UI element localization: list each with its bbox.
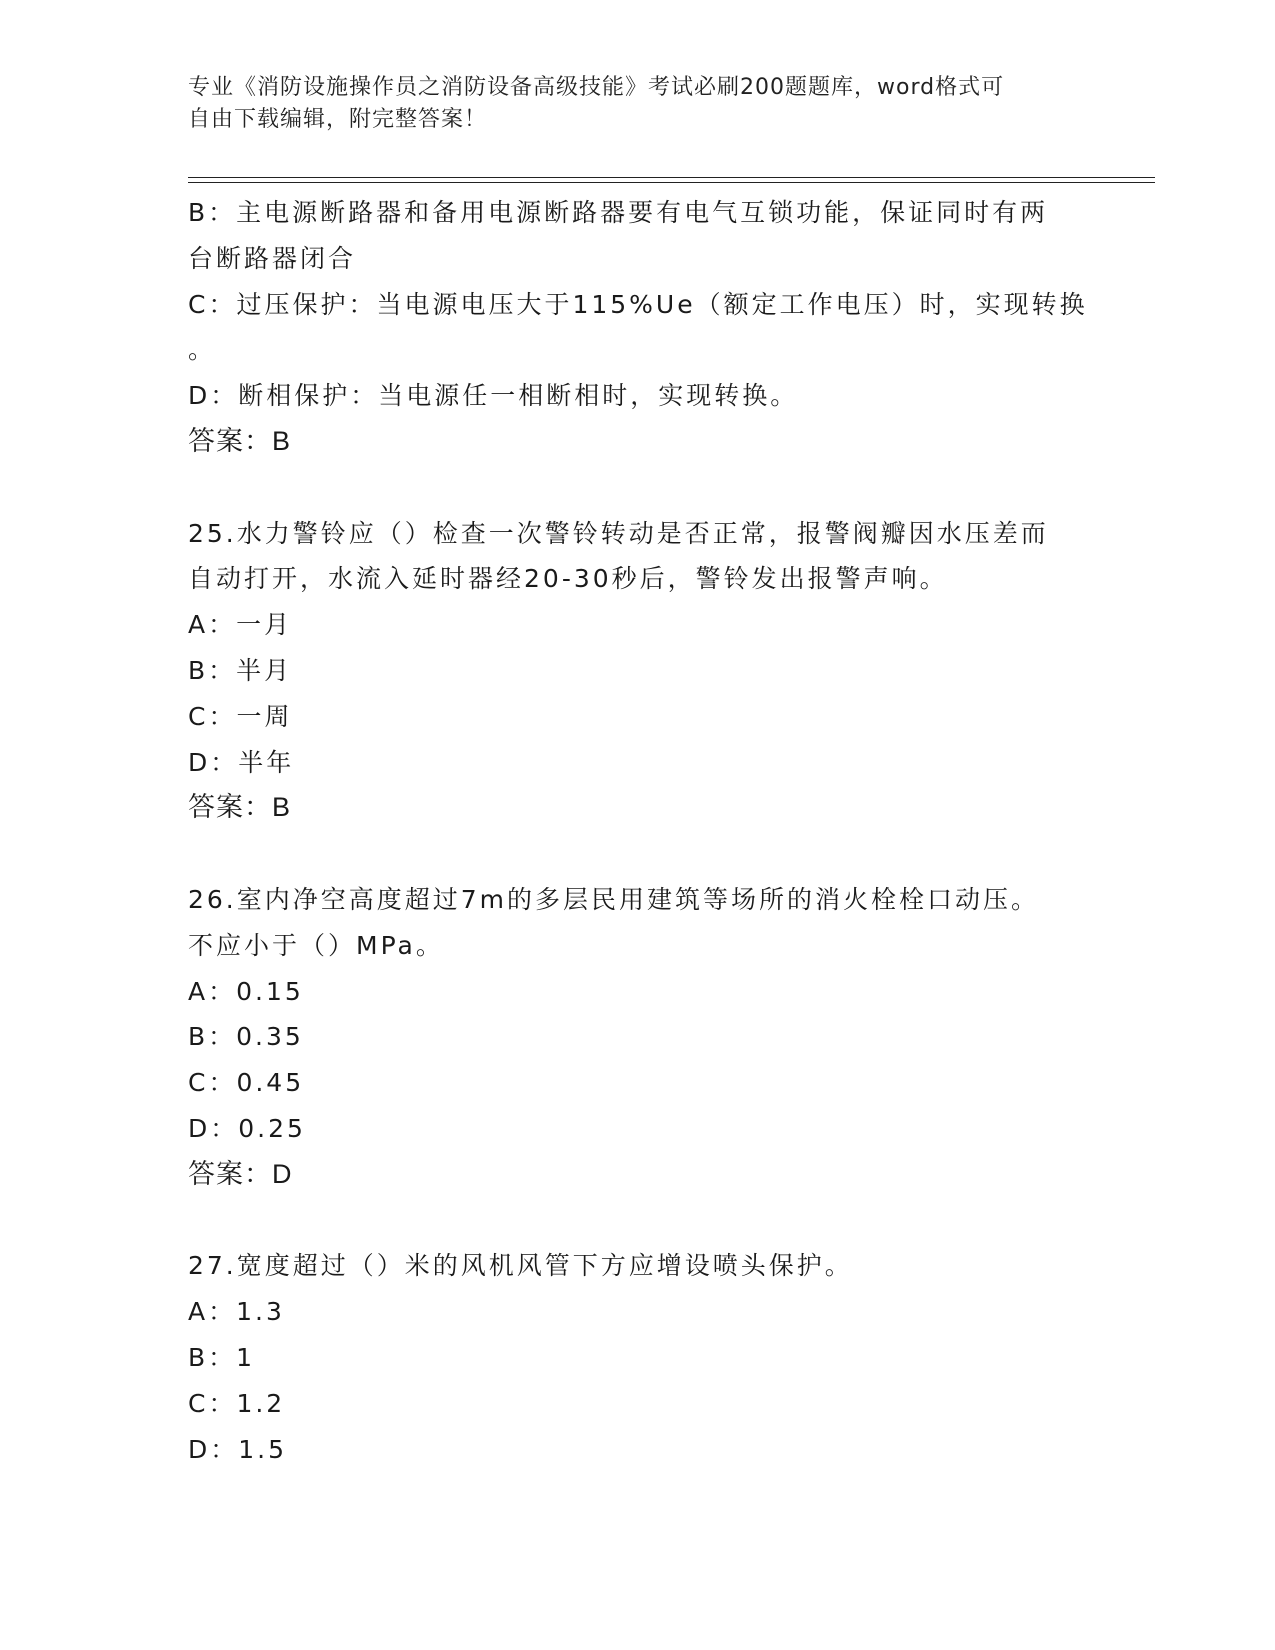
question-26: [188, 877, 1088, 1198]
answer: 答案：B: [188, 425, 292, 456]
option-d: D：1.5: [188, 1434, 288, 1464]
answer: 答案：D: [188, 1158, 293, 1189]
spacer: [188, 1198, 1088, 1244]
header-divider-top: [188, 177, 1155, 178]
question-24-continued: [188, 190, 1088, 465]
question-25: [188, 511, 1088, 832]
document-header: [188, 72, 1068, 136]
option-d: D：半年: [188, 747, 295, 777]
option-a: A：1.3: [188, 1297, 285, 1327]
header-title-line-2: 自由下载编辑，附完整答案！: [188, 107, 488, 132]
option-b-line-2: 台断路器闭合: [188, 243, 357, 273]
option-c-line-1: C：过压保护：当电源电压大于115%Ue（额定工作电压）时，实现转换: [188, 289, 1088, 319]
question-stem-line-1: 26.室内净空高度超过7m的多层民用建筑等场所的消火栓栓口动压。: [188, 884, 1040, 914]
question-stem-line-1: 25.水力警铃应（）检查一次警铃转动是否正常，报警阀瓣因水压差而: [188, 518, 1049, 548]
option-b: B：半月: [188, 655, 293, 685]
question-27: [188, 1243, 1088, 1472]
option-c: C：一周: [188, 701, 293, 731]
question-stem: 27.宽度超过（）米的风机风管下方应增设喷头保护。: [188, 1251, 853, 1281]
option-a: A：一月: [188, 610, 293, 640]
document-body: [188, 190, 1088, 1472]
option-a: A：0.15: [188, 976, 304, 1006]
question-stem-line-2: 自动打开，水流入延时器经20-30秒后，警铃发出报警声响。: [188, 564, 948, 594]
option-b: B：0.35: [188, 1022, 304, 1052]
option-c-line-2: 。: [188, 335, 217, 365]
header-title-line-1: 专业《消防设施操作员之消防设备高级技能》考试必刷200题题库，word格式可: [188, 75, 1005, 100]
answer: 答案：B: [188, 792, 292, 823]
option-b-line-1: B：主电源断路器和备用电源断路器要有电气互锁功能，保证同时有两: [188, 198, 1049, 227]
header-divider-bottom: [188, 182, 1155, 183]
option-d: D：0.25: [188, 1113, 306, 1143]
spacer: [188, 465, 1088, 511]
option-b: B：1: [188, 1342, 256, 1372]
question-stem-line-2: 不应小于（）MPa。: [188, 930, 444, 960]
option-c: C：1.2: [188, 1388, 286, 1418]
option-d: D：断相保护：当电源任一相断相时，实现转换。: [188, 381, 799, 411]
option-c: C：0.45: [188, 1068, 305, 1098]
spacer: [188, 831, 1088, 877]
